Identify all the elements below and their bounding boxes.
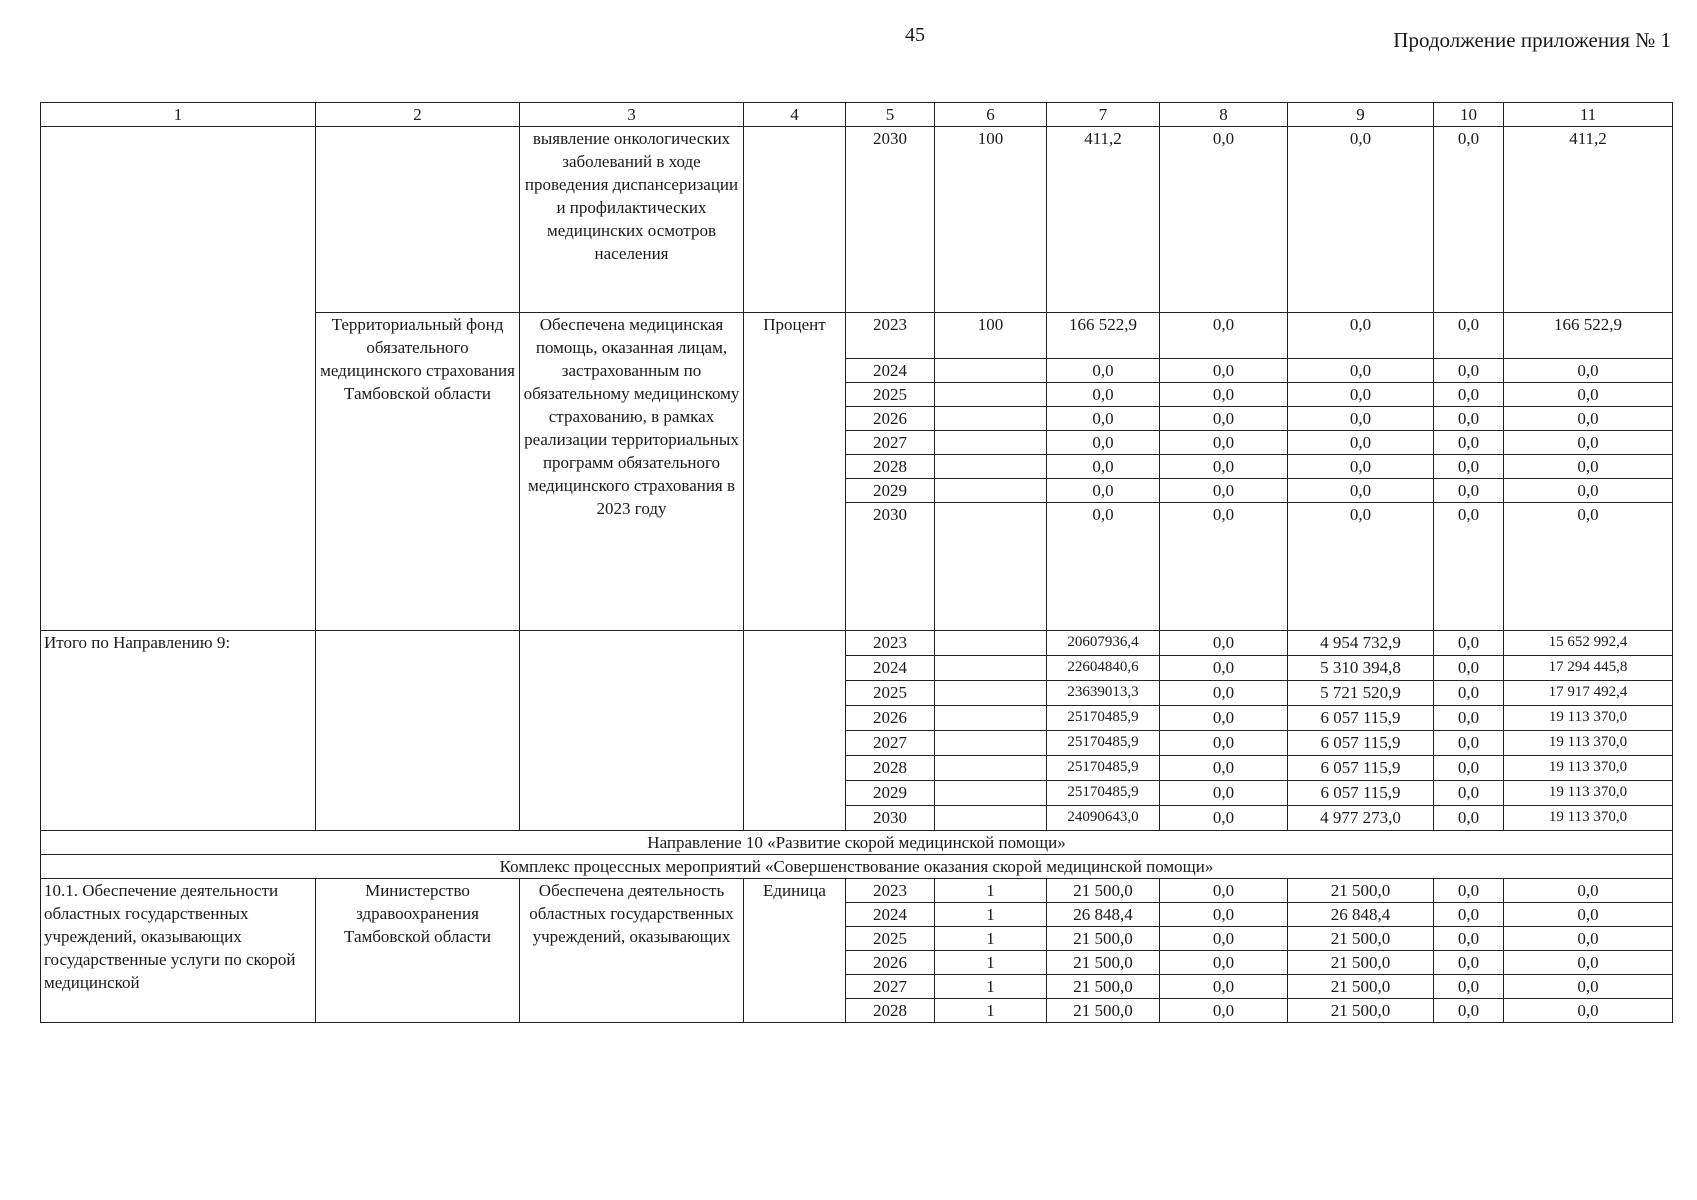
value-cell: 0,0	[1434, 503, 1504, 631]
value-cell: 26 848,4	[1288, 903, 1434, 927]
value-cell: 0,0	[1160, 806, 1288, 831]
year-cell: 2029	[846, 479, 935, 503]
value-cell: 0,0	[1434, 781, 1504, 806]
value-cell: 21 500,0	[1047, 975, 1160, 999]
value-cell: 25170485,9	[1047, 706, 1160, 731]
value-cell: 0,0	[1160, 781, 1288, 806]
value-cell: 17 294 445,8	[1504, 656, 1673, 681]
empty-cell	[316, 631, 520, 831]
value-cell: 0,0	[1288, 383, 1434, 407]
value-cell: 166 522,9	[1504, 313, 1673, 359]
value-cell: 0,0	[1434, 383, 1504, 407]
value-cell: 5 721 520,9	[1288, 681, 1434, 706]
year-cell: 2023	[846, 313, 935, 359]
value-cell	[935, 359, 1047, 383]
value-cell: 0,0	[1434, 706, 1504, 731]
value-cell: 6 057 115,9	[1288, 781, 1434, 806]
year-cell: 2027	[846, 731, 935, 756]
value-cell: 1	[935, 951, 1047, 975]
value-cell: 0,0	[1160, 503, 1288, 631]
value-cell: 19 113 370,0	[1504, 781, 1673, 806]
value-cell: 0,0	[1160, 879, 1288, 903]
value-cell: 0,0	[1047, 479, 1160, 503]
value-cell: 19 113 370,0	[1504, 756, 1673, 781]
value-cell: 22604840,6	[1047, 656, 1160, 681]
value-cell	[935, 781, 1047, 806]
value-cell: 0,0	[1434, 975, 1504, 999]
table-row	[41, 879, 1673, 903]
value-cell: 166 522,9	[1047, 313, 1160, 359]
year-cell: 2030	[846, 503, 935, 631]
year-cell: 2029	[846, 781, 935, 806]
value-cell: 0,0	[1047, 503, 1160, 631]
value-cell: 0,0	[1434, 455, 1504, 479]
value-cell: 0,0	[1434, 806, 1504, 831]
value-cell: 0,0	[1434, 656, 1504, 681]
value-cell: 0,0	[1288, 359, 1434, 383]
column-number: 4	[744, 103, 846, 127]
value-cell: 0,0	[1434, 951, 1504, 975]
value-cell: 0,0	[1160, 383, 1288, 407]
value-cell: 6 057 115,9	[1288, 731, 1434, 756]
value-cell	[935, 479, 1047, 503]
value-cell: 1	[935, 999, 1047, 1023]
result-description: выявление онкологических заболеваний в ходе проведения диспансеризации и профилактических медицинских осмотров населения	[520, 127, 744, 313]
value-cell: 0,0	[1434, 431, 1504, 455]
value-cell: 21 500,0	[1288, 951, 1434, 975]
value-cell: 21 500,0	[1047, 951, 1160, 975]
value-cell: 1	[935, 903, 1047, 927]
value-cell: 0,0	[1160, 431, 1288, 455]
value-cell	[935, 756, 1047, 781]
year-cell: 2030	[846, 127, 935, 313]
value-cell: 1	[935, 975, 1047, 999]
value-cell: 0,0	[1434, 407, 1504, 431]
value-cell: 0,0	[1160, 999, 1288, 1023]
value-cell: 411,2	[1504, 127, 1673, 313]
column-number: 5	[846, 103, 935, 127]
continuation-title: Продолжение приложения № 1	[1393, 28, 1671, 52]
year-cell: 2025	[846, 681, 935, 706]
column-number: 1	[41, 103, 316, 127]
value-cell: 0,0	[1160, 951, 1288, 975]
value-cell: 24090643,0	[1047, 806, 1160, 831]
value-cell: 25170485,9	[1047, 731, 1160, 756]
value-cell: 0,0	[1288, 127, 1434, 313]
value-cell: 1	[935, 879, 1047, 903]
value-cell: 0,0	[1504, 431, 1673, 455]
value-cell: 15 652 992,4	[1504, 631, 1673, 656]
value-cell: 0,0	[1160, 479, 1288, 503]
value-cell	[935, 806, 1047, 831]
year-cell: 2027	[846, 975, 935, 999]
value-cell: 0,0	[1288, 431, 1434, 455]
year-cell: 2027	[846, 431, 935, 455]
value-cell: 0,0	[1434, 879, 1504, 903]
budget-table	[40, 102, 1673, 1023]
executor-cell-empty	[316, 127, 520, 313]
value-cell: 0,0	[1434, 127, 1504, 313]
value-cell: 19 113 370,0	[1504, 806, 1673, 831]
year-cell: 2025	[846, 383, 935, 407]
value-cell	[935, 731, 1047, 756]
value-cell	[935, 681, 1047, 706]
result-description: Обеспечена медицинская помощь, оказанная лицам, застрахованным по обязательному медицинскому страхованию, в рамках реализации территориальных программ обязательного медицинского страхования в 2023 году	[520, 313, 744, 631]
value-cell: 0,0	[1047, 359, 1160, 383]
value-cell: 23639013,3	[1047, 681, 1160, 706]
value-cell: 0,0	[1504, 407, 1673, 431]
value-cell: 0,0	[1434, 359, 1504, 383]
value-cell: 21 500,0	[1047, 879, 1160, 903]
value-cell: 100	[935, 127, 1047, 313]
value-cell: 100	[935, 313, 1047, 359]
year-cell: 2026	[846, 407, 935, 431]
value-cell: 0,0	[1160, 681, 1288, 706]
value-cell: 0,0	[1160, 359, 1288, 383]
measure-name: 10.1. Обеспечение деятельности областных государственных учреждений, оказывающих государственные услуги по скорой медицинской	[41, 879, 316, 1023]
value-cell: 0,0	[1434, 631, 1504, 656]
value-cell: 0,0	[1160, 407, 1288, 431]
value-cell: 0,0	[1160, 127, 1288, 313]
value-cell: 411,2	[1047, 127, 1160, 313]
value-cell: 0,0	[1504, 975, 1673, 999]
unit-cell-empty	[744, 127, 846, 313]
column-number-row	[41, 103, 1673, 127]
year-cell: 2024	[846, 903, 935, 927]
year-cell: 2028	[846, 455, 935, 479]
value-cell: 20607936,4	[1047, 631, 1160, 656]
value-cell: 17 917 492,4	[1504, 681, 1673, 706]
executor-cell: Министерство здравоохранения Тамбовской области	[316, 879, 520, 1023]
value-cell: 0,0	[1160, 756, 1288, 781]
empty-cell	[520, 631, 744, 831]
column-number: 7	[1047, 103, 1160, 127]
value-cell: 4 977 273,0	[1288, 806, 1434, 831]
value-cell: 1	[935, 927, 1047, 951]
value-cell: 21 500,0	[1288, 879, 1434, 903]
executor-cell: Территориальный фонд обязательного медицинского страхования Тамбовской области	[316, 313, 520, 631]
value-cell: 6 057 115,9	[1288, 706, 1434, 731]
result-description: Обеспечена деятельность областных государственных учреждений, оказывающих	[520, 879, 744, 1023]
value-cell: 0,0	[1047, 431, 1160, 455]
value-cell	[935, 383, 1047, 407]
value-cell	[935, 455, 1047, 479]
value-cell: 0,0	[1160, 313, 1288, 359]
value-cell	[935, 631, 1047, 656]
value-cell: 0,0	[1288, 313, 1434, 359]
value-cell	[935, 503, 1047, 631]
year-cell: 2024	[846, 656, 935, 681]
value-cell: 19 113 370,0	[1504, 731, 1673, 756]
table-row	[41, 127, 1673, 313]
value-cell: 0,0	[1160, 903, 1288, 927]
year-cell: 2028	[846, 999, 935, 1023]
column-number: 3	[520, 103, 744, 127]
column-number: 9	[1288, 103, 1434, 127]
value-cell: 0,0	[1434, 927, 1504, 951]
value-cell: 0,0	[1504, 383, 1673, 407]
value-cell: 0,0	[1160, 706, 1288, 731]
value-cell: 0,0	[1434, 756, 1504, 781]
value-cell: 0,0	[1160, 927, 1288, 951]
value-cell: 0,0	[1047, 407, 1160, 431]
value-cell: 0,0	[1288, 503, 1434, 631]
value-cell: 4 954 732,9	[1288, 631, 1434, 656]
value-cell: 0,0	[1288, 455, 1434, 479]
year-cell: 2026	[846, 951, 935, 975]
value-cell: 21 500,0	[1047, 999, 1160, 1023]
year-cell: 2023	[846, 879, 935, 903]
value-cell: 19 113 370,0	[1504, 706, 1673, 731]
section-heading-row	[41, 855, 1673, 879]
value-cell	[935, 407, 1047, 431]
column-number: 8	[1160, 103, 1288, 127]
direction-title: Направление 10 «Развитие скорой медицинской помощи»	[41, 831, 1673, 855]
value-cell: 21 500,0	[1288, 927, 1434, 951]
value-cell: 0,0	[1160, 656, 1288, 681]
unit-cell: Процент	[744, 313, 846, 631]
value-cell: 0,0	[1504, 927, 1673, 951]
value-cell: 5 310 394,8	[1288, 656, 1434, 681]
value-cell: 6 057 115,9	[1288, 756, 1434, 781]
total-label: Итого по Направлению 9:	[41, 631, 316, 831]
year-cell: 2024	[846, 359, 935, 383]
value-cell: 0,0	[1288, 407, 1434, 431]
value-cell: 0,0	[1288, 479, 1434, 503]
value-cell: 21 500,0	[1288, 975, 1434, 999]
value-cell: 0,0	[1504, 479, 1673, 503]
column-number: 11	[1504, 103, 1673, 127]
name-cell-empty	[41, 127, 316, 631]
value-cell	[935, 656, 1047, 681]
year-cell: 2030	[846, 806, 935, 831]
value-cell: 0,0	[1504, 359, 1673, 383]
value-cell: 0,0	[1160, 631, 1288, 656]
value-cell: 21 500,0	[1047, 927, 1160, 951]
value-cell: 0,0	[1047, 455, 1160, 479]
value-cell: 25170485,9	[1047, 781, 1160, 806]
section-heading-row	[41, 831, 1673, 855]
column-number: 2	[316, 103, 520, 127]
value-cell: 0,0	[1504, 903, 1673, 927]
value-cell	[935, 431, 1047, 455]
year-cell: 2025	[846, 927, 935, 951]
column-number: 10	[1434, 103, 1504, 127]
unit-cell: Единица	[744, 879, 846, 1023]
value-cell: 0,0	[1160, 975, 1288, 999]
year-cell: 2023	[846, 631, 935, 656]
value-cell: 0,0	[1504, 879, 1673, 903]
year-cell: 2026	[846, 706, 935, 731]
value-cell: 0,0	[1434, 999, 1504, 1023]
value-cell: 21 500,0	[1288, 999, 1434, 1023]
page-number: 45	[905, 24, 925, 46]
value-cell: 0,0	[1504, 951, 1673, 975]
value-cell: 0,0	[1160, 731, 1288, 756]
value-cell: 0,0	[1504, 455, 1673, 479]
value-cell: 0,0	[1504, 999, 1673, 1023]
value-cell: 0,0	[1504, 503, 1673, 631]
value-cell: 0,0	[1160, 455, 1288, 479]
complex-title: Комплекс процессных мероприятий «Совершенствование оказания скорой медицинской помощи»	[41, 855, 1673, 879]
value-cell: 0,0	[1434, 479, 1504, 503]
value-cell: 0,0	[1434, 903, 1504, 927]
value-cell: 25170485,9	[1047, 756, 1160, 781]
value-cell: 0,0	[1434, 731, 1504, 756]
empty-cell	[744, 631, 846, 831]
year-cell: 2028	[846, 756, 935, 781]
value-cell: 0,0	[1434, 681, 1504, 706]
column-number: 6	[935, 103, 1047, 127]
table-row	[41, 631, 1673, 656]
value-cell	[935, 706, 1047, 731]
value-cell: 0,0	[1434, 313, 1504, 359]
value-cell: 0,0	[1047, 383, 1160, 407]
value-cell: 26 848,4	[1047, 903, 1160, 927]
